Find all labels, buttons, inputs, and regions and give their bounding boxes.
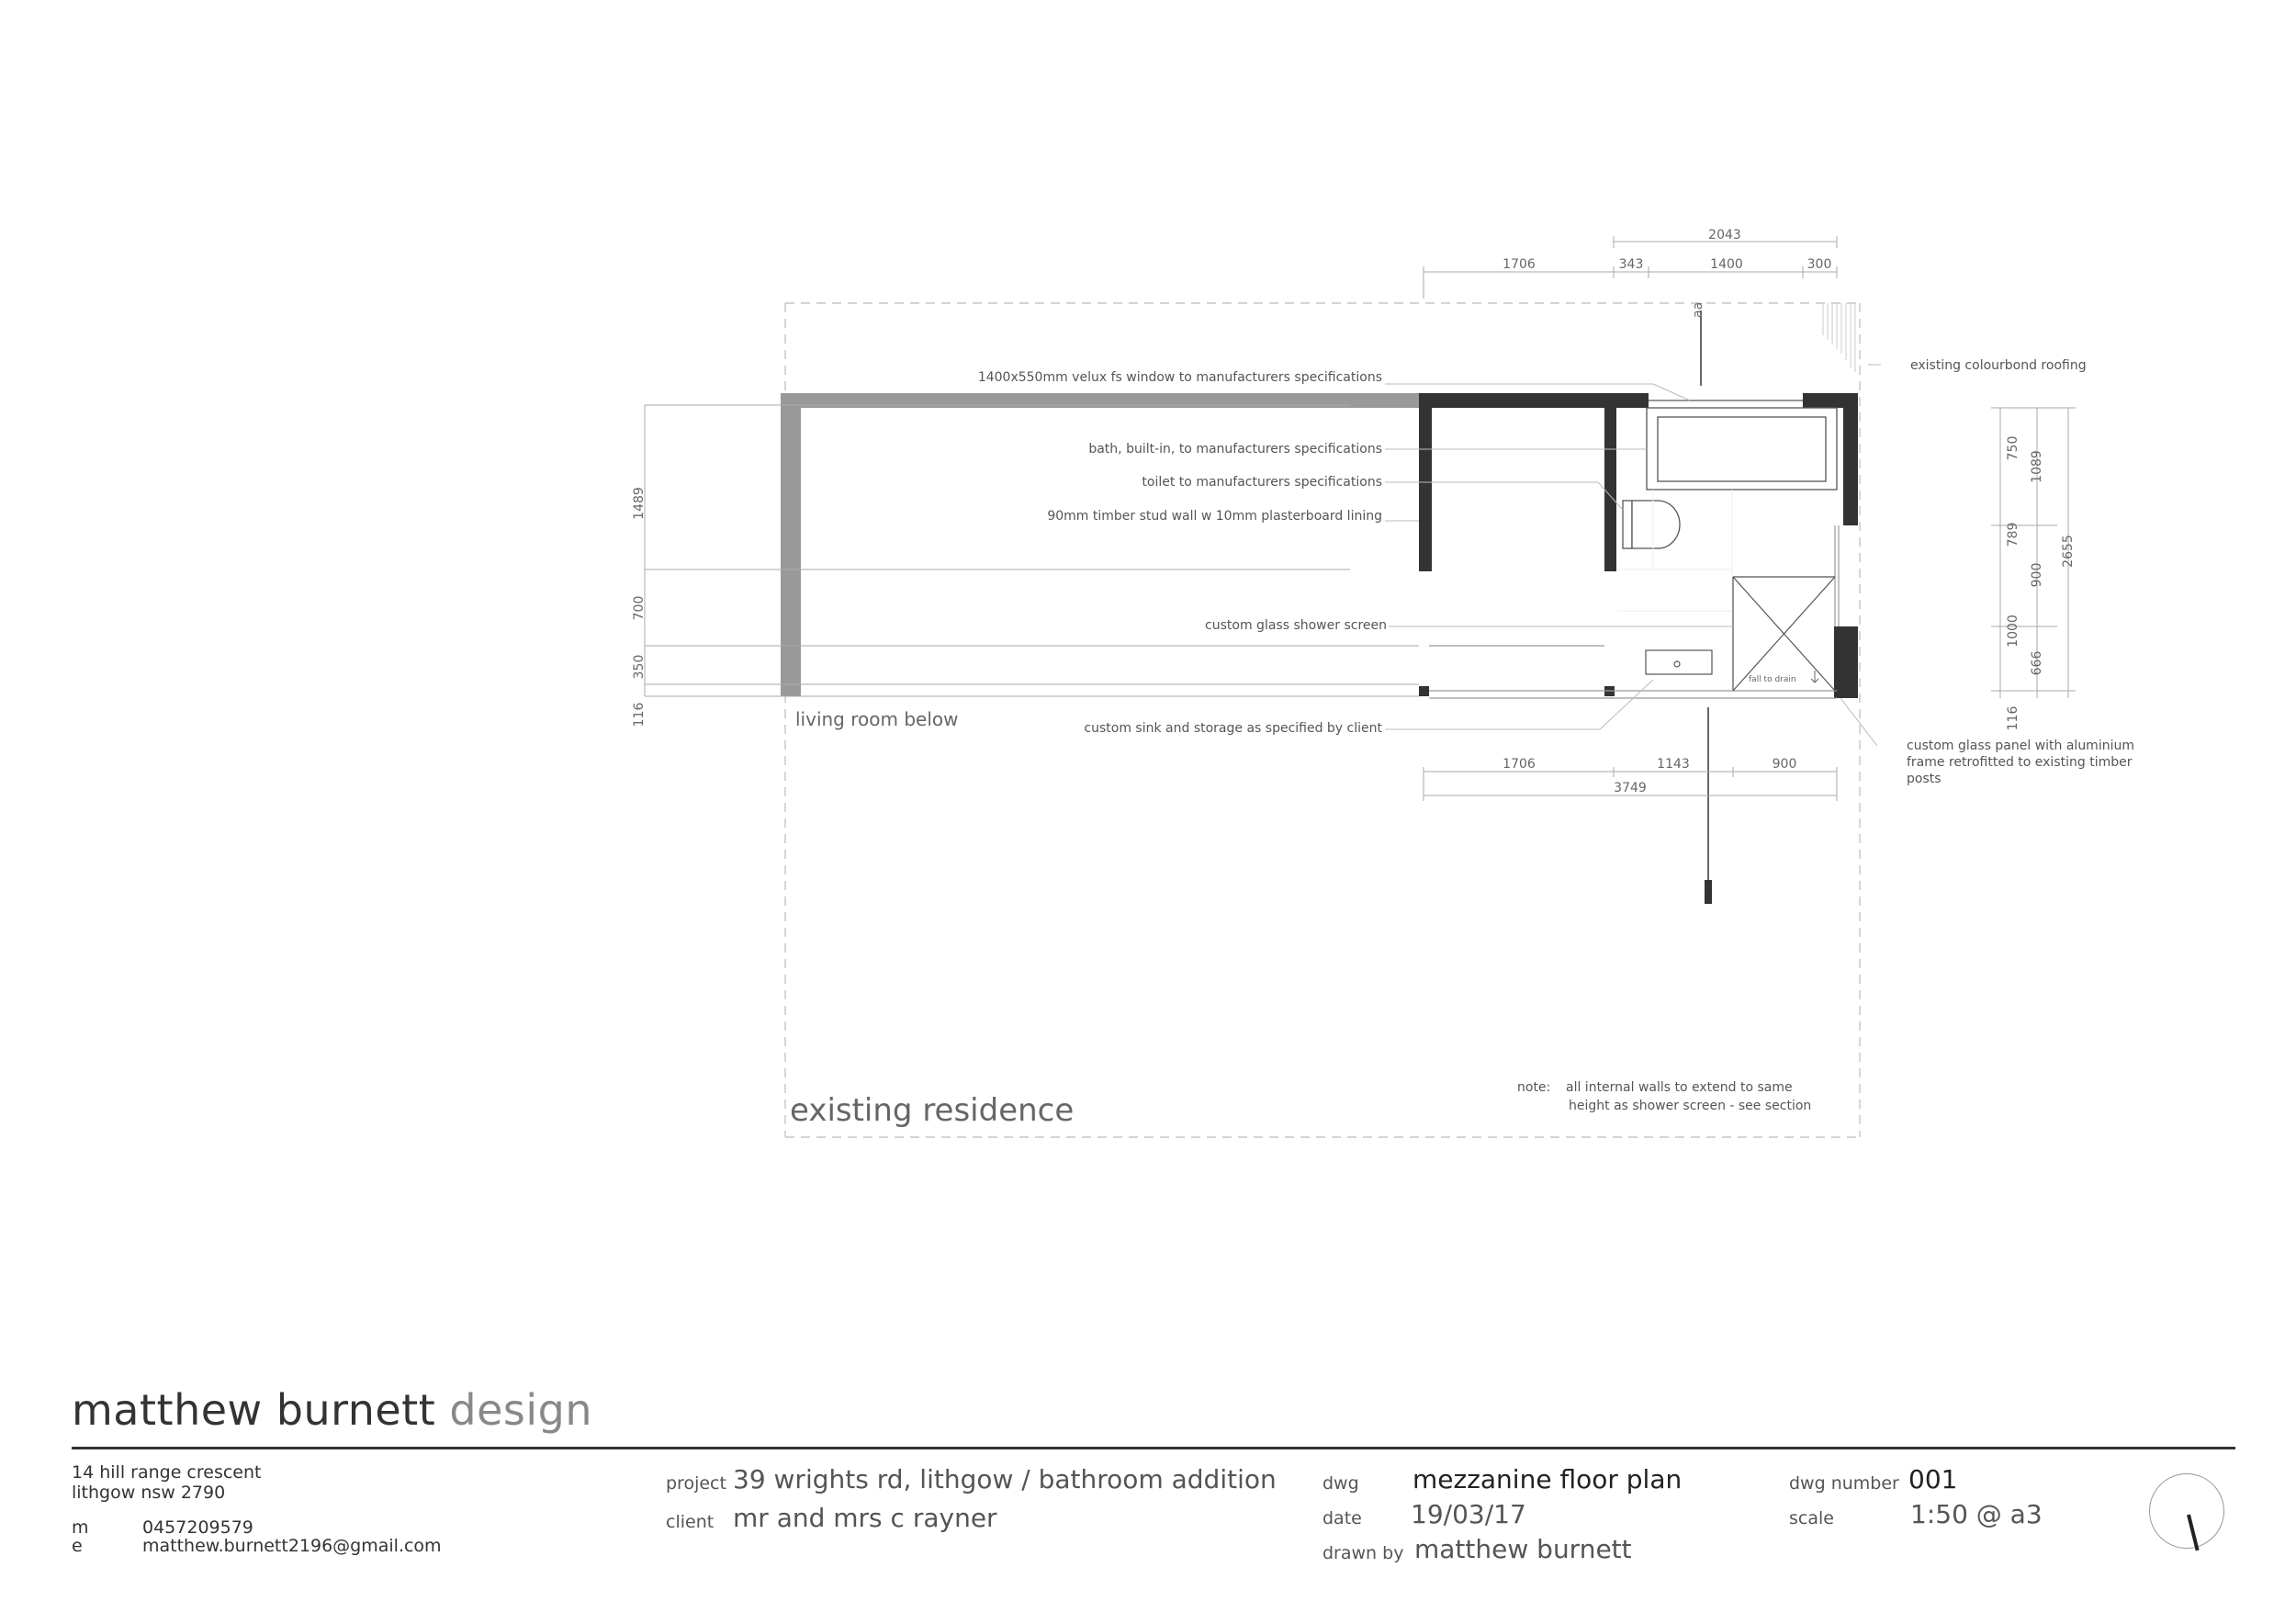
dim-bottom-900: 900	[1772, 757, 1797, 772]
date-key: date	[1322, 1508, 1362, 1528]
dim-bottom-1143: 1143	[1657, 757, 1690, 772]
email-value: matthew.burnett2196@gmail.com	[142, 1536, 442, 1556]
dim-right-789: 789	[2006, 522, 2020, 547]
dim-bottom-overall: 3749	[1614, 781, 1647, 795]
project-value: 39 wrights rd, lithgow / bathroom addition	[733, 1464, 1277, 1494]
client-key: client	[666, 1512, 715, 1532]
phone-value: 0457209579	[142, 1517, 253, 1538]
dim-top-overall: 2043	[1708, 228, 1741, 242]
annotation-bath: bath, built-in, to manufacturers specifications	[1088, 442, 1382, 457]
annotation-toilet: toilet to manufacturers specifications	[1142, 475, 1382, 490]
scale-value: 1:50 @ a3	[1910, 1499, 2043, 1529]
date-value: 19/03/17	[1411, 1499, 1526, 1529]
shower	[1733, 577, 1835, 691]
dim-right-750: 750	[2006, 435, 2020, 461]
annotation-velux: 1400x550mm velux fs window to manufacturers specifications	[977, 370, 1382, 385]
dim-left-350: 350	[632, 654, 647, 680]
annotation-shower-screen: custom glass shower screen	[1205, 618, 1387, 633]
annotation-stud-wall: 90mm timber stud wall w 10mm plasterboard lining	[1047, 509, 1382, 524]
dim-right-1089: 1089	[2030, 450, 2044, 483]
project-key: project	[666, 1473, 726, 1494]
dim-left-700: 700	[632, 595, 647, 621]
client-value: mr and mrs c rayner	[733, 1503, 997, 1533]
phone-key: m	[72, 1517, 89, 1538]
title-block-rule	[72, 1447, 2235, 1449]
note-key: note:	[1517, 1080, 1551, 1095]
annotation-roofing: existing colourbond roofing	[1910, 358, 2087, 373]
label-living-room: living room below	[795, 708, 959, 730]
dim-right-116: 116	[2006, 705, 2020, 731]
existing-wall-top	[781, 393, 1422, 408]
section-cut-aa	[1701, 310, 1712, 904]
sink	[1646, 650, 1712, 674]
label-existing-residence: existing residence	[790, 1092, 1075, 1129]
dim-top-1706: 1706	[1503, 257, 1536, 272]
dwg-value: mezzanine floor plan	[1412, 1464, 1683, 1494]
roofing-hatch	[1823, 303, 1855, 372]
drawn-by-value: matthew burnett	[1414, 1534, 1632, 1564]
annotation-fall-to-drain: fall to drain	[1749, 675, 1796, 684]
dim-bottom-1706: 1706	[1503, 757, 1536, 772]
address-line-1: 14 hill range crescent	[72, 1462, 262, 1483]
dim-top-1400: 1400	[1710, 257, 1743, 272]
dim-right-900: 900	[2030, 562, 2044, 588]
address-line-2: lithgow nsw 2790	[72, 1483, 226, 1503]
bath	[1647, 408, 1837, 490]
annotation-glass-panel-1: custom glass panel with aluminium	[1907, 739, 2134, 753]
dim-right-1000: 1000	[2006, 615, 2020, 648]
brand-title	[72, 1385, 592, 1435]
dwg-number-value: 001	[1908, 1464, 1958, 1494]
dim-left-116: 116	[632, 702, 647, 727]
existing-wall-left	[781, 393, 801, 696]
brand-main: matthew burnett	[72, 1385, 436, 1435]
room-lines	[1429, 525, 1839, 698]
brand-light: design	[449, 1385, 592, 1435]
leader-lines	[1385, 365, 1881, 746]
dim-right-666: 666	[2030, 650, 2044, 676]
note-line-1: all internal walls to extend to same	[1566, 1080, 1793, 1095]
dim-left-1489: 1489	[632, 487, 647, 520]
dim-right-2655: 2655	[2061, 535, 2076, 568]
annotation-sink: custom sink and storage as specified by client	[1084, 721, 1382, 736]
dim-top-300: 300	[1806, 257, 1832, 272]
scale-key: scale	[1789, 1508, 1834, 1528]
dwg-key: dwg	[1322, 1473, 1359, 1494]
dwg-number-key: dwg number	[1789, 1473, 1899, 1494]
north-point-icon	[2149, 1473, 2224, 1549]
dim-top-343: 343	[1618, 257, 1644, 272]
note-line-2: height as shower screen - see section	[1569, 1099, 1812, 1113]
toilet	[1623, 501, 1680, 548]
email-key: e	[72, 1536, 83, 1556]
north-needle	[2187, 1515, 2200, 1551]
section-marker-label: aa	[1691, 301, 1705, 318]
annotation-glass-panel-3: posts	[1907, 772, 1941, 786]
drain-arrow-icon	[1811, 671, 1818, 682]
drawn-by-key: drawn by	[1322, 1543, 1404, 1563]
annotation-glass-panel-2: frame retrofitted to existing timber	[1907, 755, 2133, 770]
